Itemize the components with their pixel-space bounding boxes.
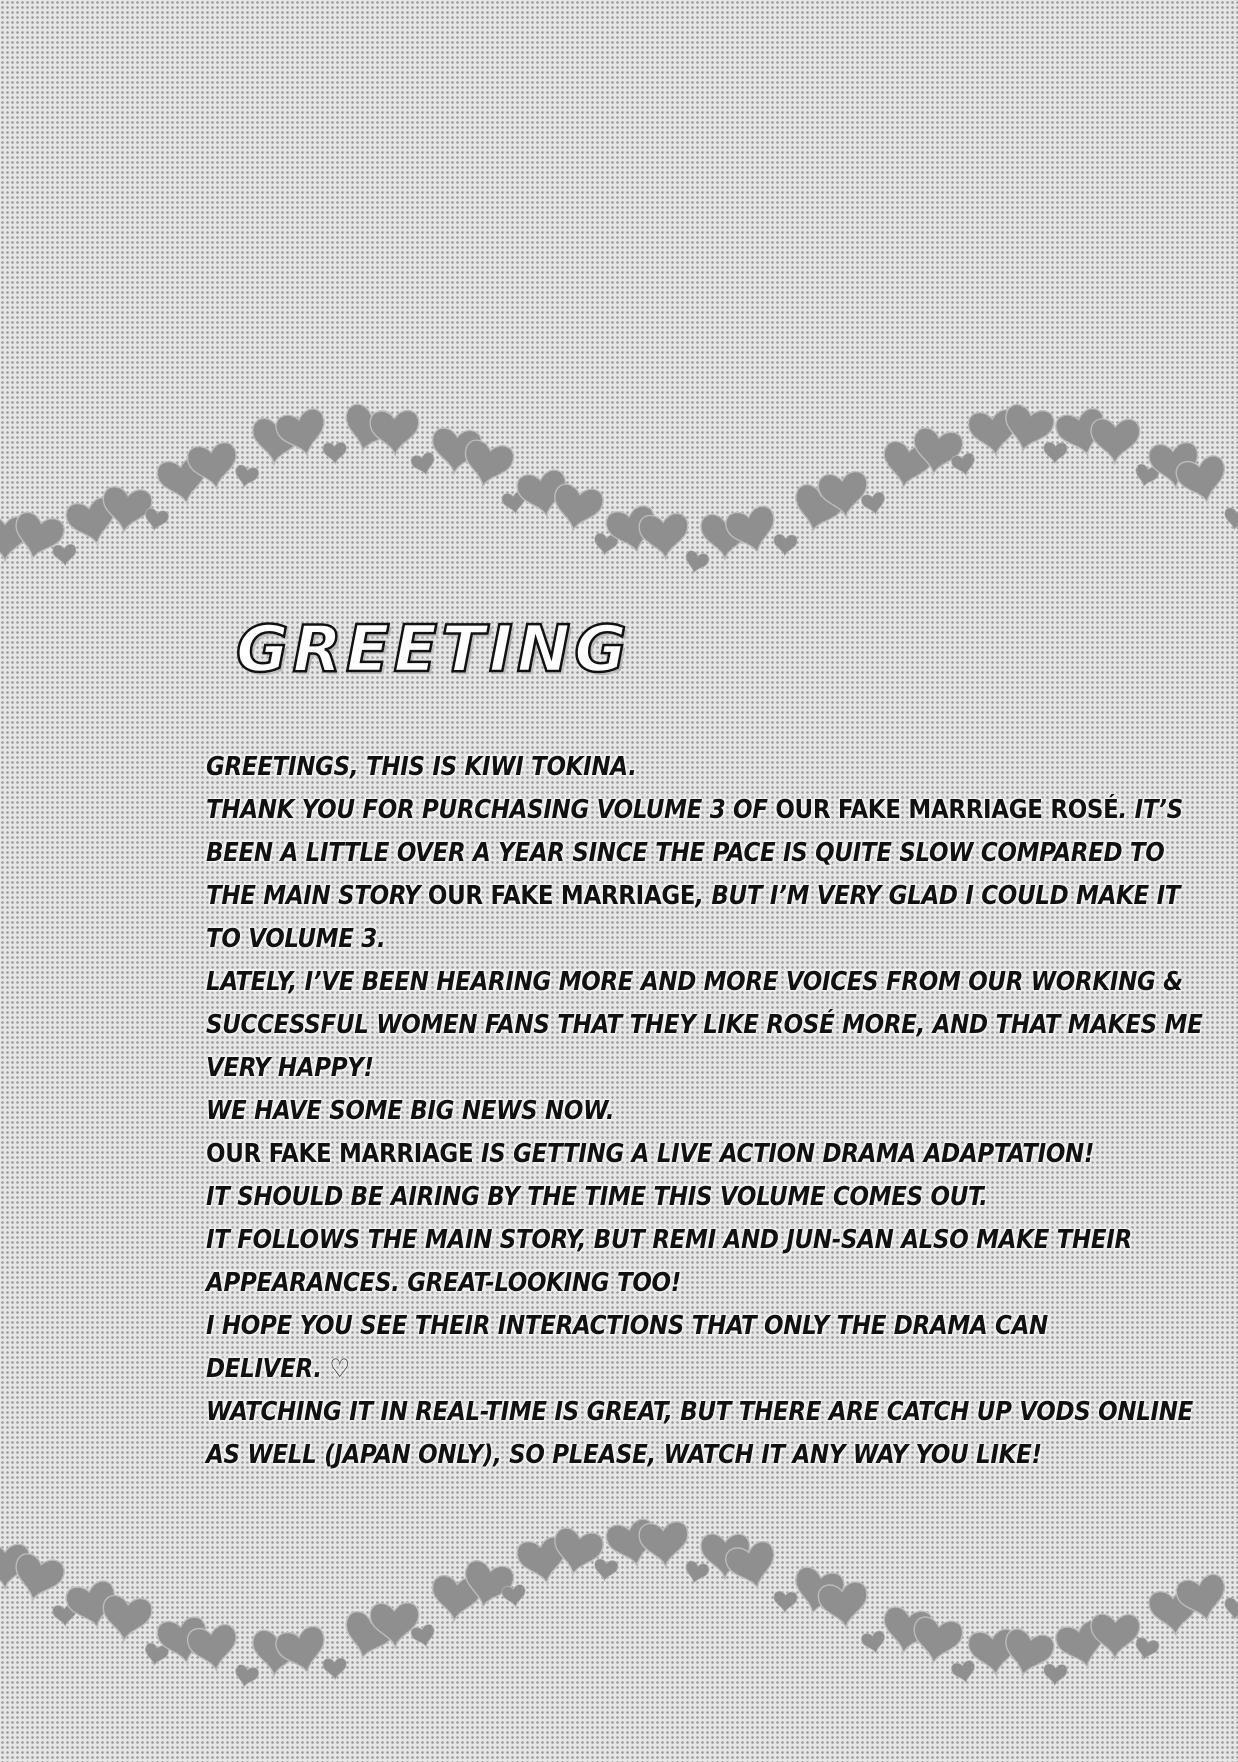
heart-icon <box>638 513 690 561</box>
title-text: OUR FAKE MARRIAGE <box>206 1139 474 1169</box>
heart-icon <box>459 438 516 492</box>
heart-icon <box>232 464 259 490</box>
heart-icon <box>723 504 781 559</box>
greeting-heading: GREETING <box>236 613 631 687</box>
heart-border-bottom <box>0 1515 1238 1715</box>
heart-icon <box>370 410 420 455</box>
heart-icon <box>593 1558 619 1582</box>
heart-icon <box>1043 1664 1067 1686</box>
message-line: I HOPE YOU SEE THEIR INTERACTIONS THAT ONLY THE DRAMA CAN <box>206 1311 1048 1341</box>
message-line: SUCCESSFUL WOMEN FANS THAT THEY LIKE ROSÉ MORE, AND THAT MAKES ME <box>206 1010 1203 1040</box>
heart-icon <box>1223 1597 1238 1621</box>
message-line: IT FOLLOWS THE MAIN STORY, BUT REMI AND JUN-SAN ALSO MAKE THEIR <box>206 1225 1132 1255</box>
message-line: BEEN A LITTLE OVER A YEAR SINCE THE PACE IS QUITE SLOW COMPARED TO <box>206 838 1165 868</box>
message-line: APPEARANCES. GREAT-LOOKING TOO! <box>206 1268 681 1298</box>
heart-icon <box>100 1594 154 1644</box>
heart-icon <box>1132 1636 1160 1662</box>
greeting-message <box>206 746 1203 1477</box>
heart-icon <box>817 1581 870 1630</box>
message-line: VERY HAPPY! <box>206 1053 374 1083</box>
message-line: LATELY, I’VE BEEN HEARING MORE AND MORE VOICES FROM OUR WORKING & <box>206 967 1183 997</box>
heart-icon <box>549 482 605 535</box>
heart-icon <box>773 534 797 556</box>
heart-icon <box>501 1584 527 1608</box>
message-line: AS WELL (JAPAN ONLY), SO PLEASE, WATCH IT ANY WAY YOU LIKE! <box>206 1440 1042 1470</box>
heart-icon <box>860 491 887 517</box>
heart-icon <box>638 1521 690 1569</box>
heart-icon <box>1223 507 1238 531</box>
heart-icon <box>323 1658 347 1680</box>
message-line: IT SHOULD BE AIRING BY THE TIME THIS VOLUME COMES OUT. <box>206 1182 988 1212</box>
message-line: OUR FAKE MARRIAGE IS GETTING A LIVE ACTION DRAMA ADAPTATION! <box>206 1139 1095 1169</box>
message-line: GREETINGS, THIS IS KIWI TOKINA. <box>206 752 637 782</box>
heart-icon <box>950 452 977 478</box>
heart-icon <box>323 442 347 464</box>
message-line: WE HAVE SOME BIG NEWS NOW. <box>206 1096 615 1126</box>
message-line: WATCHING IT IN REAL-TIME IS GREAT, BUT THERE ARE CATCH UP VODS ONLINE <box>206 1397 1194 1427</box>
heart-icon <box>52 544 77 567</box>
heart-icon <box>773 1591 797 1613</box>
heart-icon <box>860 1630 887 1656</box>
heart-icon <box>274 1624 332 1678</box>
heart-border-top <box>0 395 1238 595</box>
heart-icon <box>410 451 438 477</box>
heart-icon <box>1043 442 1067 464</box>
heart-icon <box>682 550 710 576</box>
heart-icon <box>9 1551 67 1606</box>
heart-icon <box>1091 1614 1140 1659</box>
message-line: THE MAIN STORY OUR FAKE MARRIAGE, BUT I’M VERY GLAD I COULD MAKE IT <box>206 881 1181 911</box>
heart-icon <box>909 1615 964 1666</box>
heart-icon <box>950 1660 977 1686</box>
heart-icon <box>1091 419 1140 464</box>
message-line: TO VOLUME 3. <box>206 924 386 954</box>
message-line: DELIVER. ♡ <box>206 1354 350 1384</box>
heart-icon <box>186 1623 241 1674</box>
heart-icon <box>143 507 170 532</box>
heart-icon <box>232 1664 259 1690</box>
title-text: OUR FAKE MARRIAGE <box>427 881 696 911</box>
title-text: OUR FAKE MARRIAGE ROSÉ <box>775 795 1119 825</box>
heart-icon <box>682 1560 710 1586</box>
message-line: THANK YOU FOR PURCHASING VOLUME 3 OF OUR FAKE MARRIAGE ROSÉ. IT’S <box>206 795 1183 825</box>
heart-icon <box>100 485 154 535</box>
